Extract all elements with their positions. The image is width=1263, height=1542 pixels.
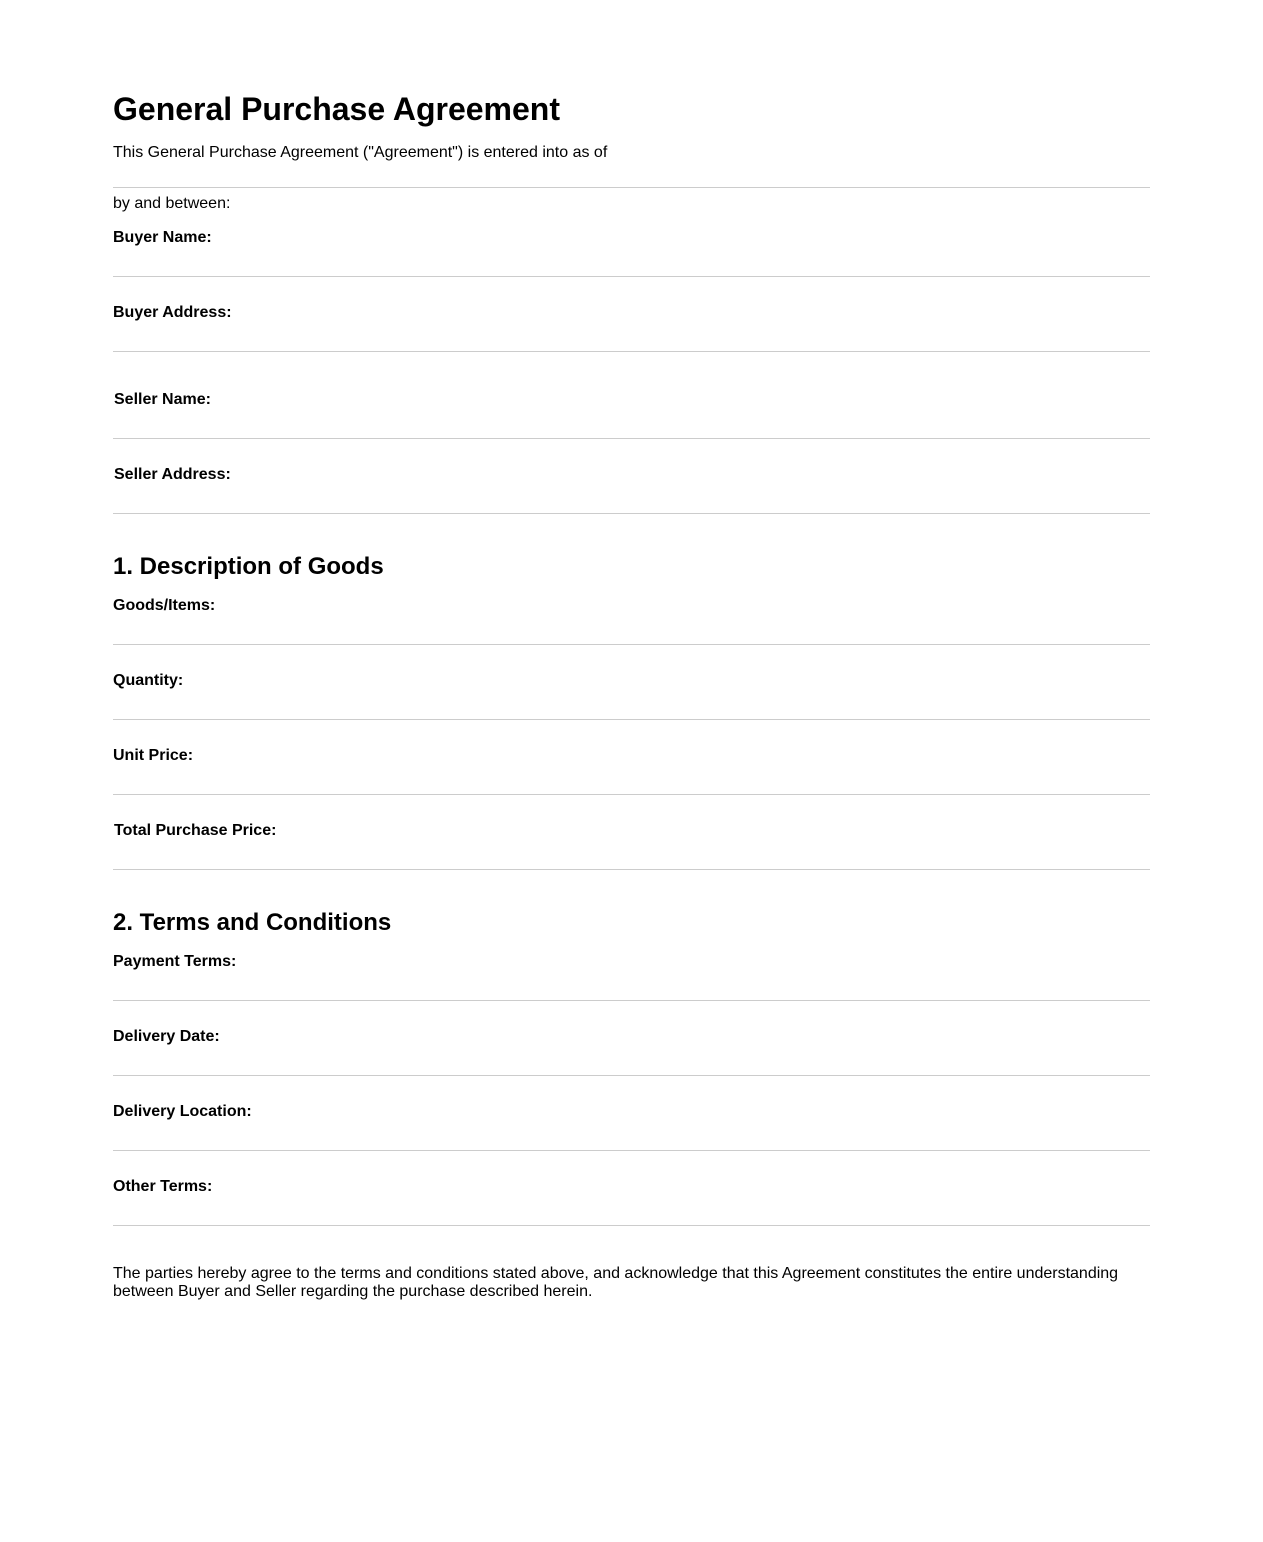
delivery-date-field[interactable] (113, 1075, 1150, 1076)
unit-price-field[interactable] (113, 794, 1150, 795)
seller-name-label: Seller Name: (114, 391, 211, 408)
section-1-heading: 1. Description of Goods (113, 553, 384, 580)
closing-paragraph: The parties hereby agree to the terms and conditions stated above, and acknowledge that this Agreement constitutes the entire understanding between Buyer and Seller regarding the purchase described herein. (113, 1265, 1119, 1300)
delivery-date-label: Delivery Date: (113, 1028, 220, 1045)
delivery-location-label: Delivery Location: (113, 1103, 252, 1120)
delivery-location-field[interactable] (113, 1150, 1150, 1151)
goods-label: Goods/Items: (113, 597, 216, 614)
other-terms-label: Other Terms: (113, 1178, 213, 1195)
buyer-name-field[interactable] (113, 276, 1150, 277)
buyer-name-label: Buyer Name: (113, 229, 212, 246)
payment-terms-label: Payment Terms: (113, 953, 237, 970)
seller-address-label: Seller Address: (114, 466, 231, 483)
by-and-between-text: by and between: (113, 195, 231, 212)
unit-price-label: Unit Price: (113, 747, 194, 764)
date-field-line[interactable] (113, 187, 1150, 188)
quantity-field[interactable] (113, 719, 1150, 720)
intro-text: This General Purchase Agreement ("Agreement") is entered into as of (113, 144, 608, 161)
total-price-label: Total Purchase Price: (114, 822, 277, 839)
other-terms-field[interactable] (113, 1225, 1150, 1226)
payment-terms-field[interactable] (113, 1000, 1150, 1001)
quantity-label: Quantity: (113, 672, 184, 689)
seller-name-field[interactable] (113, 438, 1150, 439)
seller-address-field[interactable] (113, 513, 1150, 514)
buyer-address-label: Buyer Address: (113, 304, 232, 321)
buyer-address-field[interactable] (113, 351, 1150, 352)
total-price-field[interactable] (113, 869, 1150, 870)
section-2-heading: 2. Terms and Conditions (113, 909, 392, 936)
page-title: General Purchase Agreement (113, 91, 560, 127)
goods-field[interactable] (113, 644, 1150, 645)
